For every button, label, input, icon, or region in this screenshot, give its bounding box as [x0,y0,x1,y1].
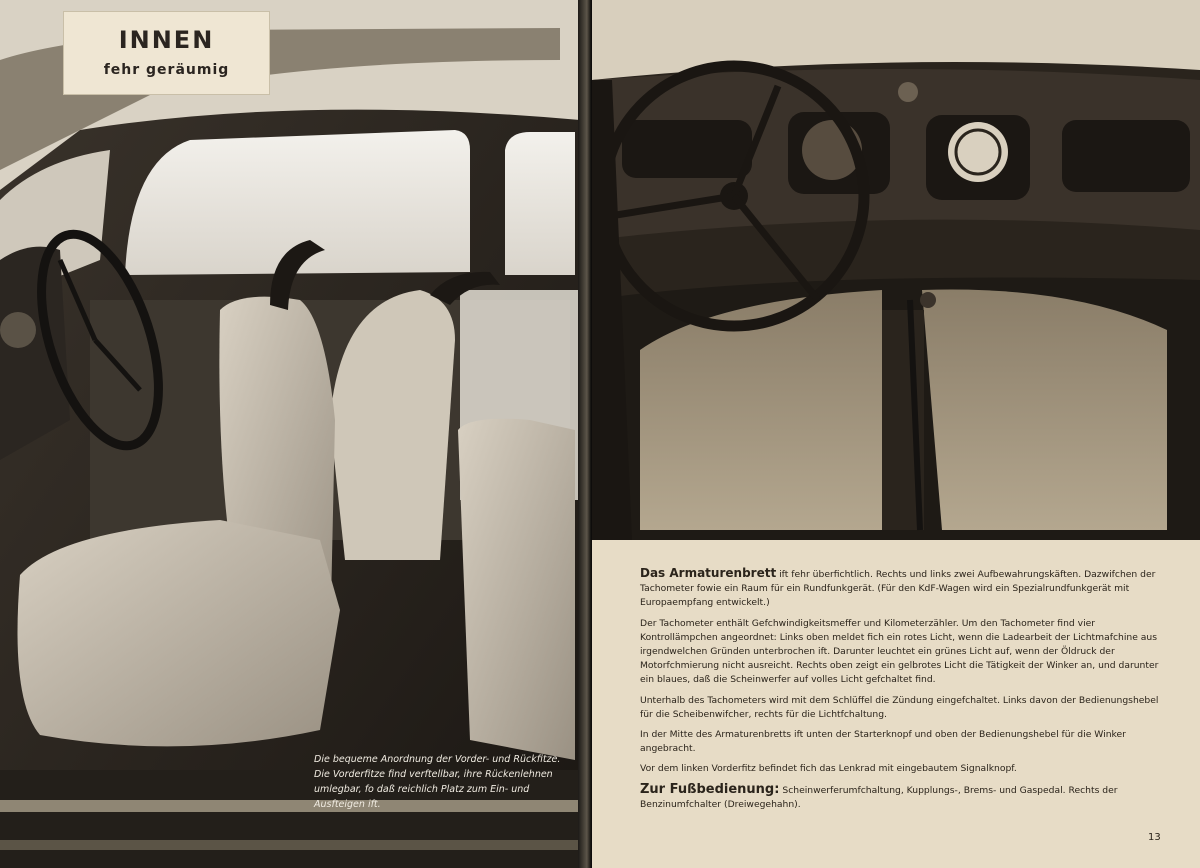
title-box [64,12,269,94]
page-title: INNEN [118,26,215,54]
footer-heading: Zur Fußbedienung: [640,781,780,797]
description-text [640,566,1170,818]
footer-paragraph [640,783,1170,812]
paragraph-text: Vor dem linken Vorderfitz befindet fich das Lenkrad mit eingebautem Signalknopf. [640,763,1017,775]
paragraph [640,762,1170,776]
interior-seats-photo [0,0,580,868]
page-subtitle: fehr geräumig [103,62,230,78]
dashboard-photo [592,0,1200,540]
paragraph [640,694,1170,722]
paragraph-text: ift fehr überfichtlich. Rechts und links zwei Aufbewahrungskäften. Dazwifchen der Tachometer fowie ein Raum für ein Rundfunkgerät. (Für den KdF-Wagen wird ein Spezialrundfunkgerät mit Europaempfang entwickelt.) [640,569,1156,609]
photo-caption: Die bequeme Anordnung der Vorder- und Rückfitze. Die Vorderfitze find verftellbar, ihre Rückenlehnen umlegbar, fo daß reichlich Platz zum Ein- und Ausfteigen ift. [314,754,561,810]
left-page [0,0,590,868]
paragraph-text: Der Tachometer enthält Gefchwindigkeitsmeffer und Kilometerzähler. Um den Tachometer find vier Kontrollämpchen angeordnet: Links oben meldet fich ein rotes Licht, wenn die Ladearbeit der Lichtmafchine aus irgendwelchen Gründen unterbrochen ift. Darunter leuchtet ein grünes Licht auf, wenn der Öldruck der Motorfchmierung nicht ausreicht. Rechts oben zeigt ein gelbrotes Licht die Tätigkeit der Winker an, und darunter ein blaues, daß die Scheinwerfer auf volles Licht gefchaltet find. [640,617,1159,686]
paragraph-lead: Das Armaturenbrett [640,566,777,580]
paragraph [640,728,1170,756]
paragraph-text: Unterhalb des Tachometers wird mit dem Schlüffel die Zündung eingefchaltet. Links davon der Bedienungshebel für die Scheibenwifcher, rechts für die Lichtfchaltung. [640,694,1159,720]
right-page [592,0,1200,868]
paragraph [640,617,1170,688]
paragraph-text: In der Mitte des Armaturenbretts ift unten der Starterknopf und oben der Bedienungshebel für die Winker angebracht. [640,729,1126,755]
footer-text: Scheinwerferumfchaltung, Kupplungs-, Brems- und Gaspedal. Rechts der Benzinumfchalter (Dreiwegehahn). [640,784,1118,810]
paragraph [640,566,1170,611]
page-number: 13 [1148,832,1161,843]
